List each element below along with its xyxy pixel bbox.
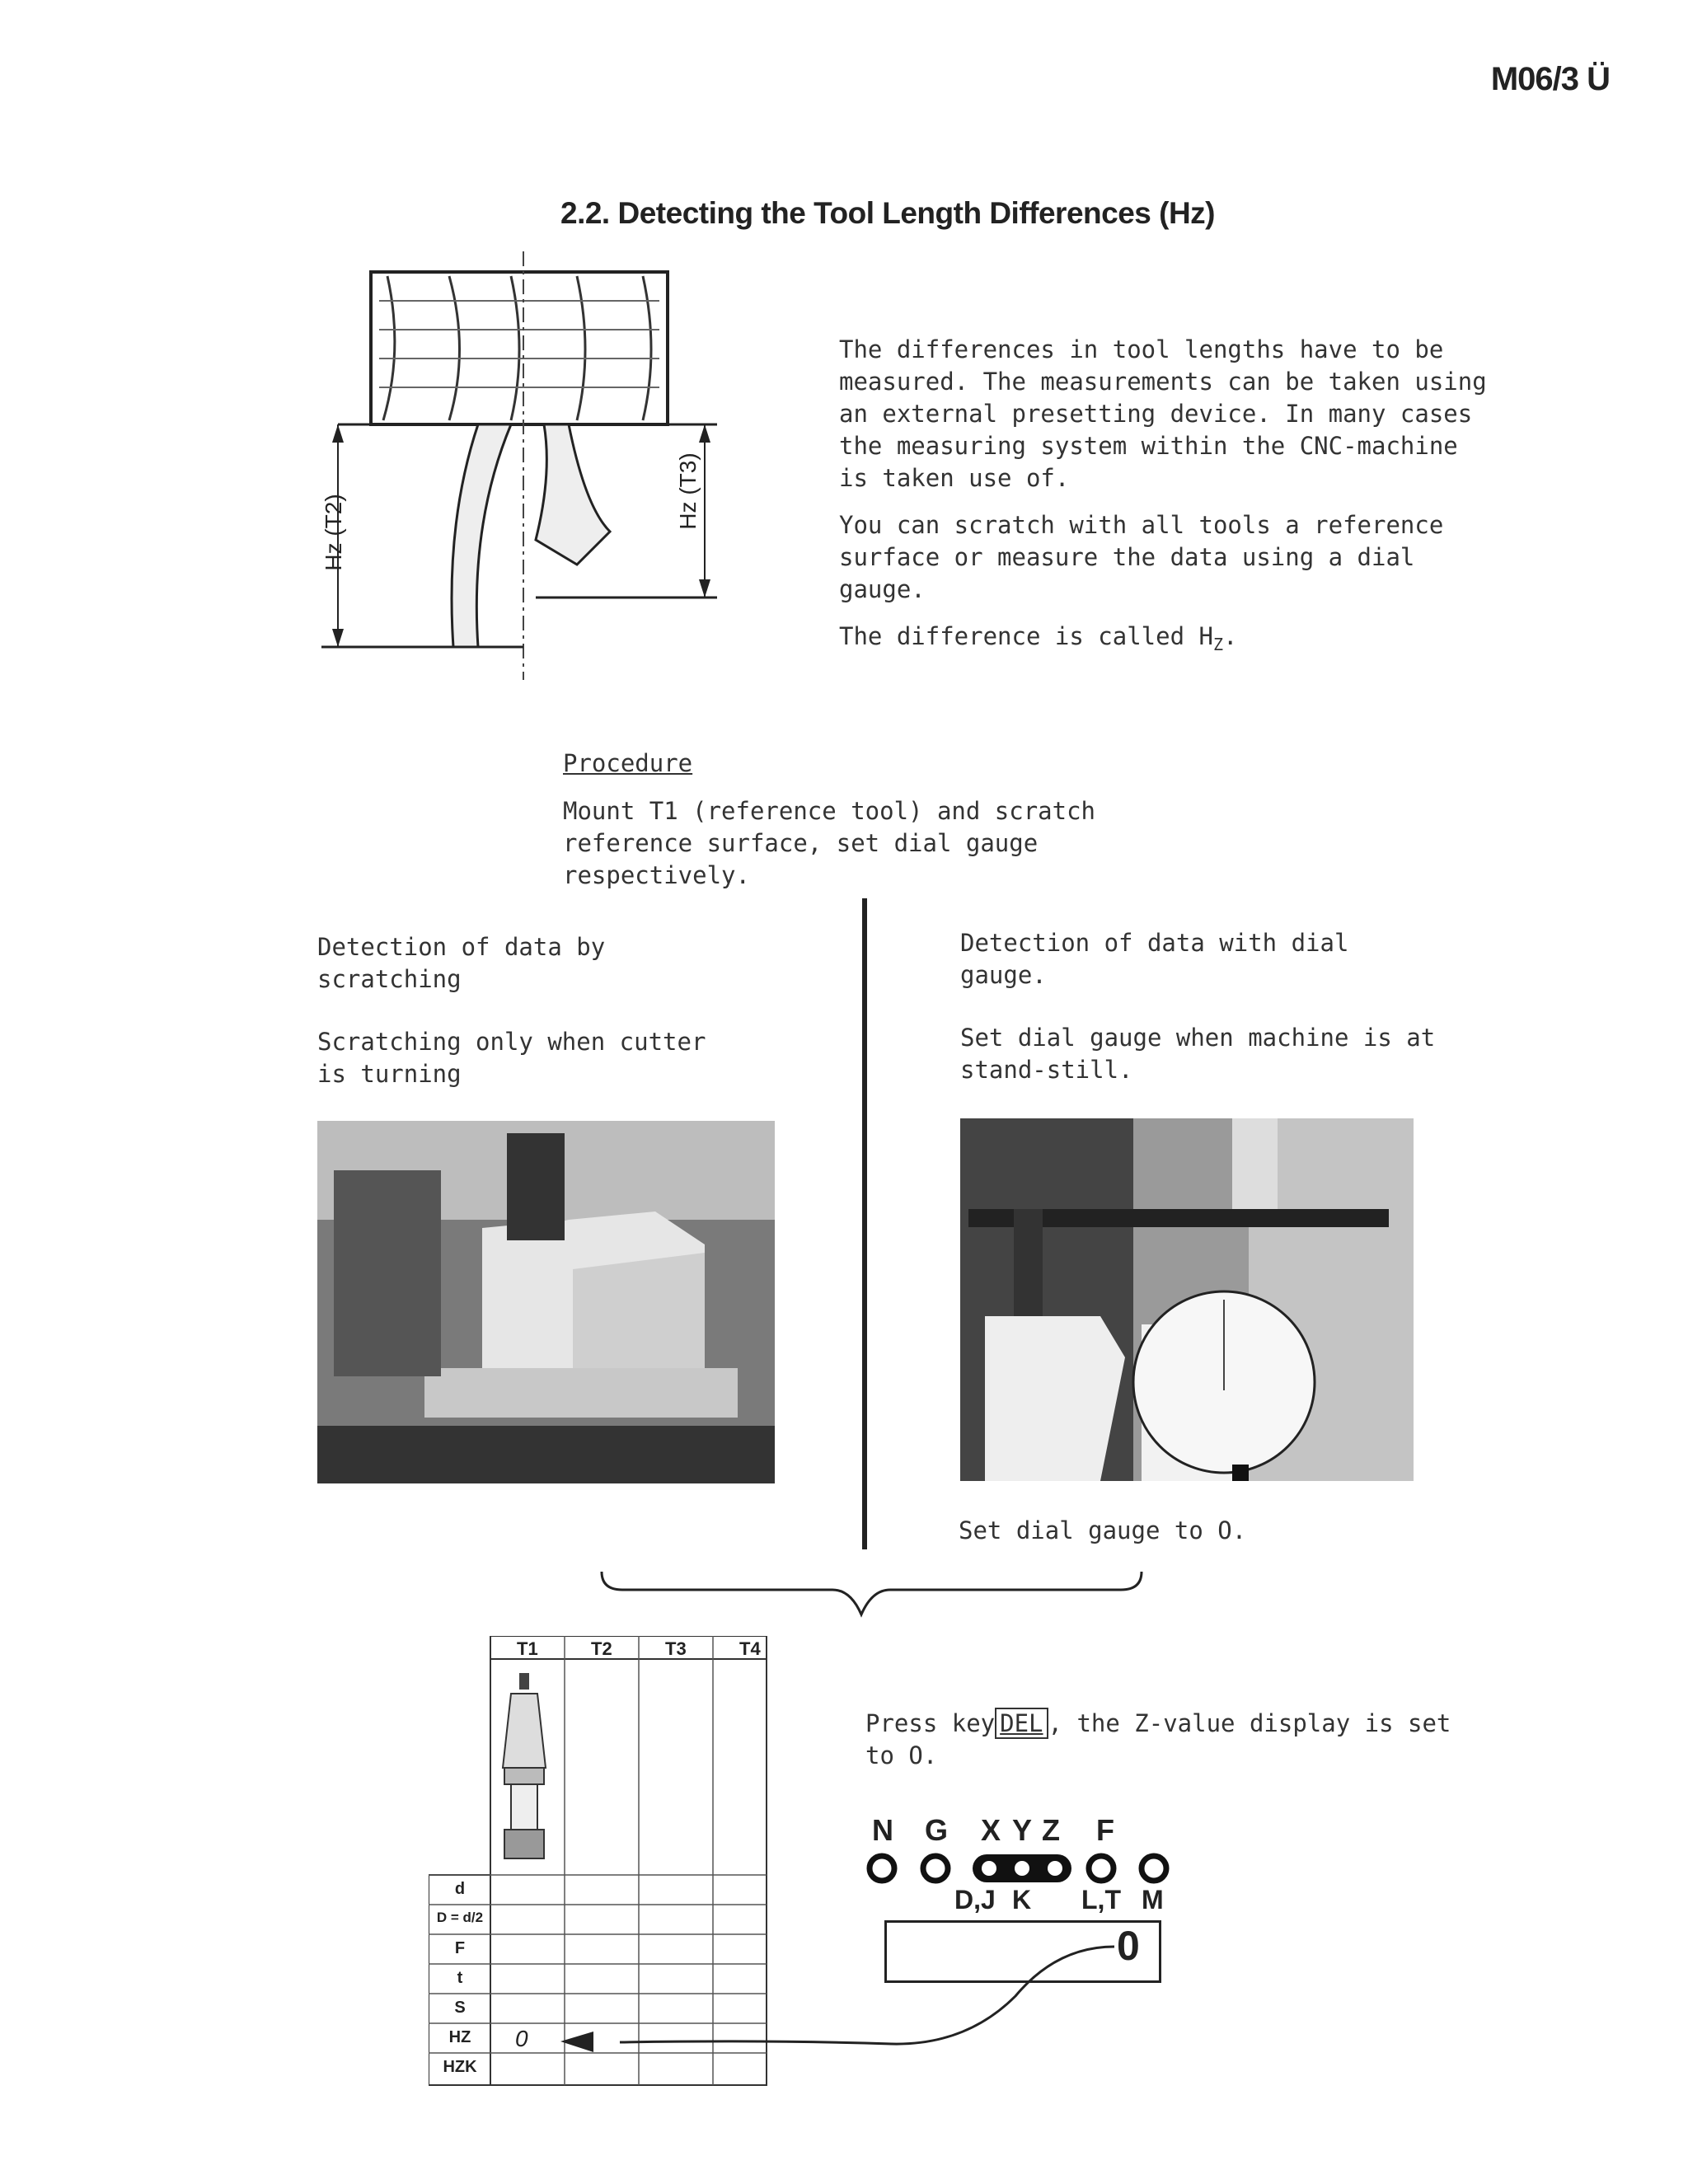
tool-col-t4: T4 bbox=[739, 1638, 761, 1659]
row-label-F: F bbox=[454, 1939, 466, 1957]
panel-letter-f: F bbox=[1096, 1813, 1114, 1847]
row-label-D: D = d/2 bbox=[436, 1910, 484, 1925]
intro-paragraph: You can scratch with all tools a reference surface or measure the data using a dial gauge. bbox=[839, 511, 1444, 603]
column-divider bbox=[862, 898, 867, 1549]
panel-letter-m: M bbox=[1142, 1885, 1164, 1915]
row-label-S: S bbox=[454, 1999, 466, 2017]
dial-gauge-heading: Detection of data with dial gauge. bbox=[960, 929, 1349, 989]
hz-definition: The difference is called $H_Z$. bbox=[839, 622, 1238, 654]
scratching-note: Scratching only when cutter is turning bbox=[317, 1028, 706, 1088]
dial-gauge-note: Set dial gauge when machine is at stand-still. bbox=[960, 1024, 1436, 1084]
panel-letter-y: Y bbox=[1012, 1813, 1033, 1847]
transfer-arrow bbox=[528, 1920, 1137, 2060]
page-code: M06/3 Ü bbox=[1490, 61, 1610, 97]
del-key: DEL bbox=[995, 1708, 1048, 1739]
section-title: 2.2. Detecting the Tool Length Differences (Hz) bbox=[560, 196, 1216, 230]
tool-col-t1: T1 bbox=[517, 1638, 538, 1659]
panel-letter-n: N bbox=[872, 1813, 893, 1847]
tool-length-figure bbox=[305, 251, 734, 688]
hz-t3-label: Hz (T3) bbox=[675, 452, 701, 530]
intro-paragraph: The differences in tool lengths have to be measured. The measurements can be taken using an external presetting device. In many cases the measuring system within the CNC-machine is taken use of. bbox=[839, 335, 1487, 492]
row-label-hz: HZ bbox=[448, 2028, 471, 2046]
dial-gauge-photo bbox=[960, 1118, 1414, 1481]
intro-text bbox=[839, 334, 1490, 676]
panel-letter-dj: D,J bbox=[954, 1885, 996, 1915]
scratching-photo bbox=[317, 1121, 775, 1483]
row-label-t: t bbox=[457, 1969, 463, 1987]
merge-brace bbox=[598, 1570, 1150, 1619]
row-label-d: d bbox=[454, 1880, 466, 1898]
panel-letter-g: G bbox=[925, 1813, 949, 1847]
tool-col-t2: T2 bbox=[591, 1638, 612, 1659]
scratching-heading: Detection of data by scratching bbox=[317, 933, 606, 993]
procedure-text: Mount T1 (reference tool) and scratch reference surface, set dial gauge respectively. bbox=[563, 797, 1096, 889]
panel-letter-lt: L,T bbox=[1081, 1885, 1121, 1915]
hz-t1-value: 0 bbox=[515, 2026, 528, 2051]
tool-col-t3: T3 bbox=[665, 1638, 687, 1659]
z-display-value: 0 bbox=[1117, 1923, 1140, 1969]
del-instruction: Press key DEL , the Z-value display is set to O. bbox=[865, 1709, 1451, 1769]
panel-letter-z: Z bbox=[1042, 1813, 1060, 1847]
hz-t2-label: Hz (T2) bbox=[321, 494, 346, 571]
panel-letter-k: K bbox=[1012, 1885, 1032, 1915]
procedure-heading: Procedure bbox=[563, 749, 693, 777]
dial-gauge-caption: Set dial gauge to O. bbox=[959, 1516, 1247, 1544]
panel-letter-x: X bbox=[981, 1813, 1001, 1847]
row-label-hzk: HZK bbox=[443, 2058, 477, 2076]
